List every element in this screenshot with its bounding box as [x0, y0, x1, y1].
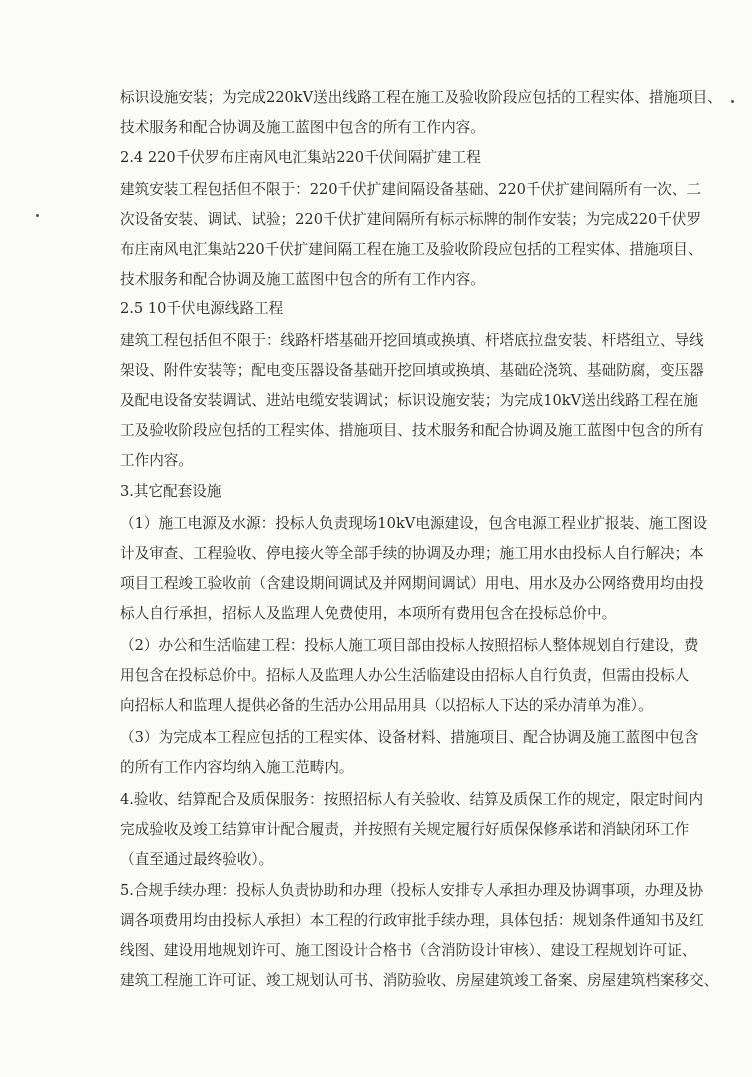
text-line: 标识设施安装；为完成220kV送出线路工程在施工及验收阶段应包括的工程实体、措施项目、 — [120, 89, 722, 106]
text-line: 布庄南风电汇集站220千伏扩建间隔工程在施工及验收阶段应包括的工程实体、措施项目、 — [120, 241, 703, 258]
section-heading: 2.5 10千伏电源线路工程 — [120, 300, 284, 317]
scan-speck — [731, 100, 734, 103]
text-line: 工及验收阶段应包括的工程实体、措施项目、技术服务和配合协调及施工蓝图中包含的所有 — [120, 422, 704, 439]
text-line: 建筑工程包括但不限于：线路杆塔基础开挖回填或换填、杆塔底拉盘安装、杆塔组立、导线 — [120, 332, 704, 349]
text-line: 标人自行承担，招标人及监理人免费使用，本项所有费用包含在投标总价中。 — [120, 605, 617, 622]
text-line: （1）施工电源及水源：投标人负责现场10kV电源建设，包含电源工程业扩报装、施工图设 — [120, 515, 708, 532]
scan-speck — [36, 214, 39, 217]
text-line: 技术服务和配合协调及施工蓝图中包含的所有工作内容。 — [120, 271, 485, 288]
text-line: 5.合规手续办理：投标人负责协助和办理（投标人安排专人承担办理及协调事项，办理及协 — [120, 882, 704, 899]
text-line: （2）办公和生活临建工程：投标人施工项目部由投标人按照招标人整体规划自行建设，费 — [120, 637, 699, 654]
text-line: 建筑工程施工许可证、竣工规划认可书、消防验收、房屋建筑竣工备案、房屋建筑档案移交、 — [120, 972, 719, 989]
text-line: 向招标人和监理人提供必备的生活办公用品用具（以招标人下达的采办清单为准）。 — [120, 697, 653, 714]
text-line: 工作内容。 — [120, 452, 193, 469]
text-line: 及配电设备安装调试、进站电缆安装调试；标识设施安装；为完成10kV送出线路工程在施 — [120, 392, 698, 409]
text-line: （3）为完成本工程应包括的工程实体、设备材料、措施项目、配合协调及施工蓝图中包含 — [120, 729, 699, 746]
text-line: 调各项费用均由投标人承担）本工程的行政审批手续办理，具体包括：规划条件通知书及红 — [120, 912, 704, 929]
text-line: 项目工程竣工验收前（含建设期间调试及并网期间调试）用电、用水及办公网络费用均由投 — [120, 575, 704, 592]
text-line: 的所有工作内容均纳入施工范畴内。 — [120, 759, 354, 776]
text-line: 4.验收、结算配合及质保服务：按照招标人有关验收、结算及质保工作的规定，限定时间内 — [120, 791, 704, 808]
section-heading: 2.4 220千伏罗布庄南风电汇集站220千伏间隔扩建工程 — [120, 149, 481, 166]
text-line: 次设备安装、调试、试验；220千伏扩建间隔所有标示标牌的制作安装；为完成220千伏罗 — [120, 211, 702, 228]
text-line: 完成验收及竣工结算审计配合履责，并按照有关规定履行好质保保修承诺和消缺闭环工作 — [120, 821, 690, 838]
section-heading: 3.其它配套设施 — [120, 483, 222, 500]
text-line: 建筑安装工程包括但不限于：220千伏扩建间隔设备基础、220千伏扩建间隔所有一次、二 — [120, 181, 702, 198]
text-line: （直至通过最终验收）。 — [120, 851, 274, 868]
text-line: 用包含在投标总价中。招标人及监理人办公生活临建设由招标人自行负责，但需由投标人 — [120, 667, 690, 684]
text-line: 线图、建设用地规划许可、施工图设计合格书（含消防设计审核）、建设工程规划许可证、 — [120, 942, 697, 959]
text-line: 计及审查、工程验收、停电接火等全部手续的协调及办理；施工用水由投标人自行解决；本 — [120, 545, 704, 562]
text-line: 架设、附件安装等；配电变压器设备基础开挖回填或换填、基础砼浇筑、基础防腐，变压器 — [120, 362, 704, 379]
text-line: 技术服务和配合协调及施工蓝图中包含的所有工作内容。 — [120, 119, 485, 136]
